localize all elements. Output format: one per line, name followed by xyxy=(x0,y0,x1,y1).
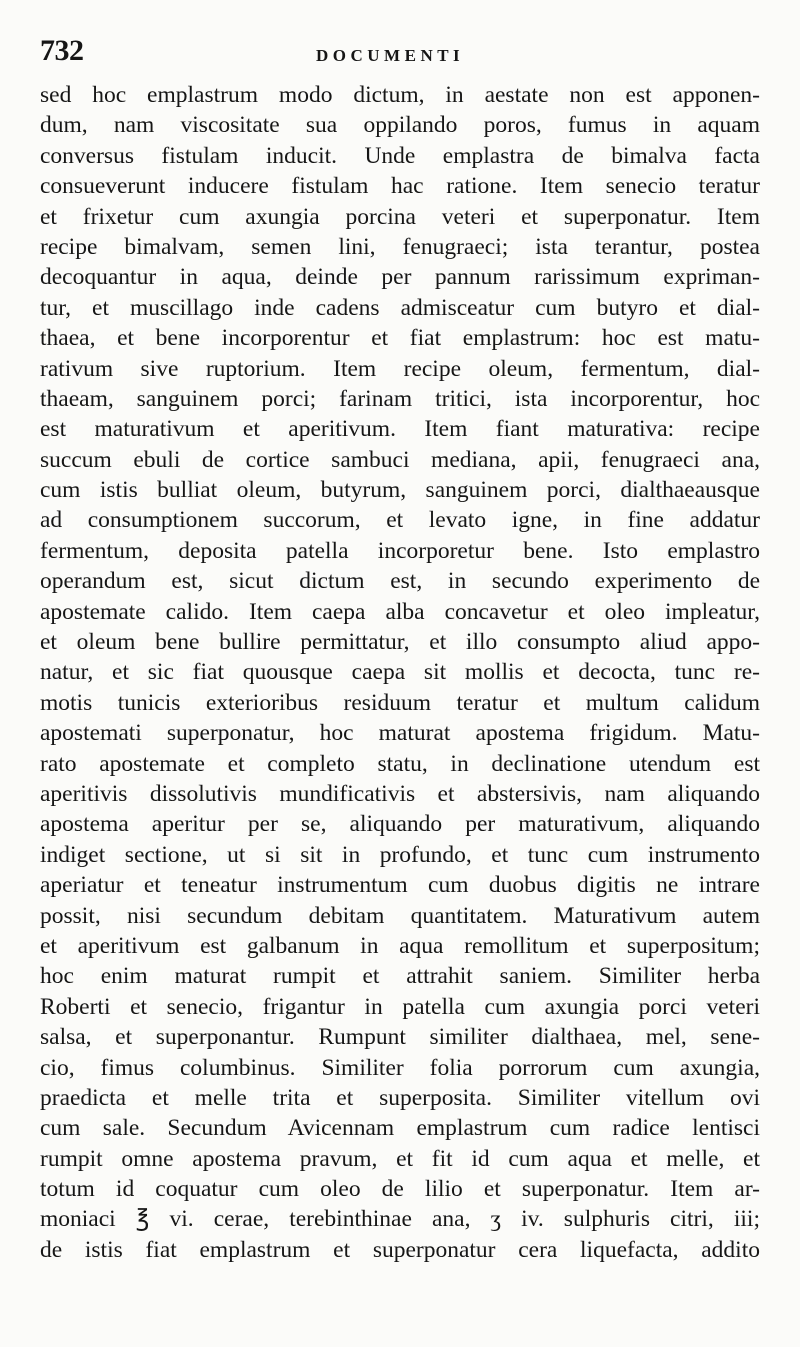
text-line: apostema aperitur per se, aliquando per maturativum, aliquando xyxy=(40,811,760,838)
running-title: DOCUMENTI xyxy=(316,46,465,65)
text-line: cum istis bulliat oleum, butyrum, sanguinem porci, dialthaeausque xyxy=(40,477,760,504)
text-line: thaea, et bene incorporentur et fiat emplastrum: hoc est matu- xyxy=(40,325,760,352)
text-line: conversus fistulam inducit. Unde emplastra de bimalva facta xyxy=(40,142,760,169)
text-line: Roberti et senecio, frigantur in patella cum axungia porci veteri xyxy=(40,993,760,1020)
text-line: hoc enim maturat rumpit et attrahit saniem. Similiter herba xyxy=(40,963,760,990)
text-line: moniaci ℥ vi. cerae, terebinthinae ana, ʒ iv. sulphuris citri, iii; xyxy=(40,1206,760,1233)
text-line: praedicta et melle trita et superposita. Similiter vitellum ovi xyxy=(40,1084,760,1111)
body-text xyxy=(40,80,760,1265)
text-line: est maturativum et aperitivum. Item fiant maturativa: recipe xyxy=(40,416,760,443)
text-line: cio, fimus columbinus. Similiter folia porrorum cum axungia, xyxy=(40,1054,760,1081)
text-line: decoquantur in aqua, deinde per pannum rarissimum expriman- xyxy=(40,264,760,291)
text-line: apostemati superponatur, hoc maturat apostema frigidum. Matu- xyxy=(40,720,760,747)
page-header xyxy=(40,34,760,74)
text-line: et aperitivum est galbanum in aqua remollitum et superpositum; xyxy=(40,932,760,959)
text-line: consueverunt inducere fistulam hac ratione. Item senecio teratur xyxy=(40,173,760,200)
text-line: dum, nam viscositate sua oppilando poros, fumus in aquam xyxy=(40,112,760,139)
text-line: thaeam, sanguinem porci; farinam tritici, ista incorporentur, hoc xyxy=(40,385,760,412)
text-line: rumpit omne apostema pravum, et fit id cum aqua et melle, et xyxy=(40,1145,760,1172)
text-line: apostemate calido. Item caepa alba concavetur et oleo impleatur, xyxy=(40,598,760,625)
text-line: cum sale. Secundum Avicennam emplastrum cum radice lentisci xyxy=(40,1115,760,1142)
text-line: fermentum, deposita patella incorporetur bene. Isto emplastro xyxy=(40,537,760,564)
text-line: rato apostemate et completo statu, in declinatione utendum est xyxy=(40,750,760,777)
text-line: aperitivis dissolutivis mundificativis et abstersivis, nam aliquando xyxy=(40,780,760,807)
text-line: rativum sive ruptorium. Item recipe oleum, fermentum, dial- xyxy=(40,355,760,382)
text-line: recipe bimalvam, semen lini, fenugraeci; ista terantur, postea xyxy=(40,233,760,260)
text-line: indiget sectione, ut si sit in profundo, et tunc cum instrumento xyxy=(40,841,760,868)
text-line: et frixetur cum axungia porcina veteri et superponatur. Item xyxy=(40,203,760,230)
text-line: et oleum bene bullire permittatur, et illo consumpto aliud appo- xyxy=(40,629,760,656)
text-line: succum ebuli de cortice sambuci mediana, apii, fenugraeci ana, xyxy=(40,446,760,473)
text-line: motis tunicis exterioribus residuum teratur et multum calidum xyxy=(40,689,760,716)
text-line: tur, et muscillago inde cadens admisceatur cum butyro et dial- xyxy=(40,294,760,321)
page-number: 732 xyxy=(40,34,84,67)
text-line: salsa, et superponantur. Rumpunt similiter dialthaea, mel, sene- xyxy=(40,1024,760,1051)
text-line: totum id coquatur cum oleo de lilio et superponatur. Item ar- xyxy=(40,1176,760,1203)
text-line: possit, nisi secundum debitam quantitatem. Maturativum autem xyxy=(40,902,760,929)
text-line: operandum est, sicut dictum est, in secundo experimento de xyxy=(40,568,760,595)
text-line: aperiatur et teneatur instrumentum cum duobus digitis ne intrare xyxy=(40,872,760,899)
text-line: de istis fiat emplastrum et superponatur cera liquefacta, addito xyxy=(40,1236,760,1263)
text-line: ad consumptionem succorum, et levato igne, in fine addatur xyxy=(40,507,760,534)
text-line: natur, et sic fiat quousque caepa sit mollis et decocta, tunc re- xyxy=(40,659,760,686)
text-line: sed hoc emplastrum modo dictum, in aestate non est apponen- xyxy=(40,82,760,108)
